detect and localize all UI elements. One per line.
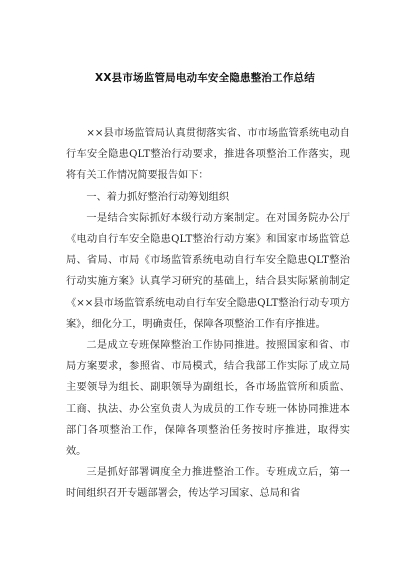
document-title: XX县市场监管局电动车安全隐患整治工作总结 bbox=[95, 72, 315, 84]
paragraph-task-force: 二是成立专班保障整治工作协同推进。按照国家和省、市局方案要求，参照省、市局模式，结合我部工作实际了成立局主要领导为组长、副职领导为副组长，各市场监管所和质监、工商、执法、办公室负责人为成员的工作专班一体协同推进本部门各项整治工作，保障各项整治任务按时序推进，取得实效。 bbox=[66, 340, 350, 458]
document-body bbox=[66, 123, 350, 505]
section-heading-1: 一、着力抓好整治行动筹划组织 bbox=[86, 191, 230, 203]
paragraph-plan: 一是结合实际抓好本级行动方案制定。在对国务院办公厅《电动自行车安全隐患QLT整治行动方案》和国家市场监管总局、省局、市局《市场监管系统电动自行车安全隐患QLT整治行动实施方案》认真学习研究的基础上，结合县实际紧前制定《××县市场监管系统电动自行车安全隐患QLT整治行动专项方案》，细化分工，明确责任，保障各项整治工作有序推进。 bbox=[66, 212, 350, 330]
intro-paragraph: ××县市场监管局认真贯彻落实省、市市场监管系统电动自行车安全隐患QLT整治行动要求，推进各项整治工作落实，现将有关工作情况简要报告如下： bbox=[66, 128, 350, 182]
paragraph-deployment: 三是抓好部署调度全力推进整治工作。专班成立后，第一时间组织召开专题部署会，传达学习国家、总局和省 bbox=[66, 467, 350, 500]
